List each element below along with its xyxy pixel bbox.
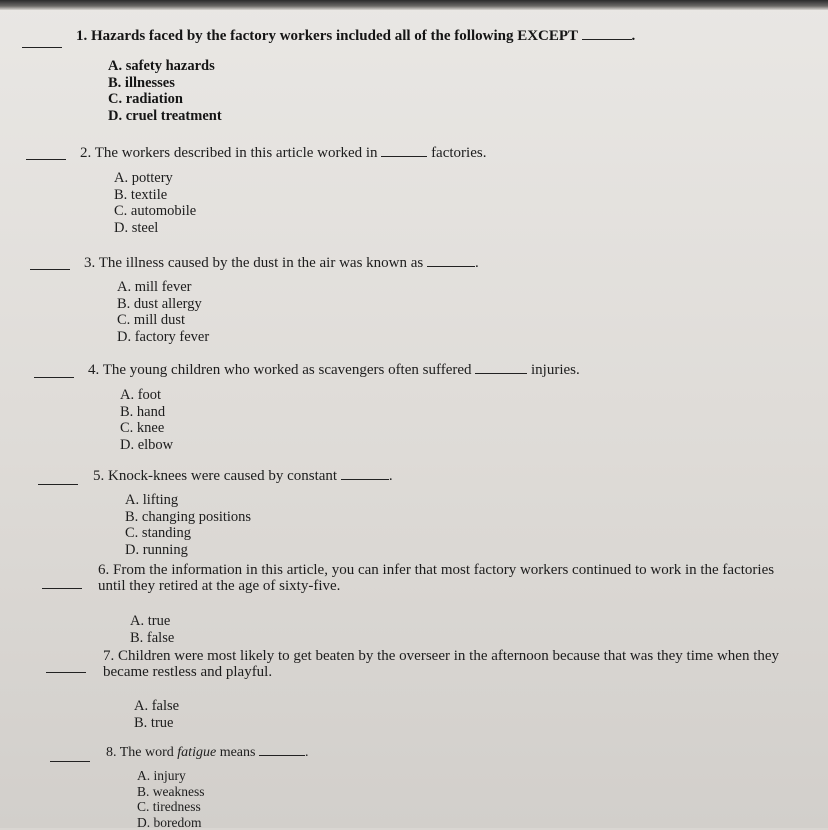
option-c[interactable]: C. automobile	[114, 203, 196, 220]
question-5-options	[125, 492, 251, 558]
question-8-options	[137, 768, 205, 830]
question-5-text	[93, 468, 393, 484]
option-c[interactable]: C. tiredness	[137, 799, 205, 815]
option-a[interactable]: A. false	[134, 698, 179, 715]
option-d[interactable]: D. boredom	[137, 815, 205, 830]
question-3-options	[117, 279, 209, 345]
question-2-options	[114, 170, 196, 236]
option-b[interactable]: B. changing positions	[125, 509, 251, 526]
question-4-text	[88, 362, 580, 378]
question-6-text	[98, 562, 788, 594]
answer-blank-6[interactable]	[42, 588, 82, 589]
question-stem: Hazards faced by the factory workers included all of the following EXCEPT	[91, 28, 578, 44]
question-7-options	[134, 698, 179, 731]
answer-blank-3[interactable]	[30, 269, 70, 270]
inline-blank	[427, 256, 475, 267]
option-d[interactable]: D. cruel treatment	[108, 108, 222, 125]
italic-word: fatigue	[177, 745, 216, 760]
question-8-text	[106, 745, 308, 761]
option-d[interactable]: D. factory fever	[117, 329, 209, 346]
answer-blank-5[interactable]	[38, 484, 78, 485]
question-number: 7.	[103, 648, 114, 664]
option-a[interactable]: A. injury	[137, 768, 205, 784]
question-4-options	[120, 387, 173, 453]
option-a[interactable]: A. foot	[120, 387, 173, 404]
option-a[interactable]: A. true	[130, 613, 174, 630]
question-stem: The illness caused by the dust in the air was known as	[99, 255, 424, 271]
inline-blank	[259, 745, 305, 756]
inline-blank	[475, 363, 527, 374]
question-1-text	[76, 28, 635, 44]
question-suffix: .	[305, 745, 309, 760]
question-1-options	[108, 58, 222, 124]
option-c[interactable]: C. mill dust	[117, 312, 209, 329]
answer-blank-1[interactable]	[22, 47, 62, 48]
option-a[interactable]: A. lifting	[125, 492, 251, 509]
question-suffix: .	[475, 255, 479, 271]
answer-blank-4[interactable]	[34, 377, 74, 378]
answer-blank-2[interactable]	[26, 159, 66, 160]
option-c[interactable]: C. radiation	[108, 91, 222, 108]
option-c[interactable]: C. knee	[120, 420, 173, 437]
answer-blank-8[interactable]	[50, 761, 90, 762]
option-d[interactable]: D. elbow	[120, 437, 173, 454]
question-stem: Children were most likely to get beaten by the overseer in the afternoon because that was they time when they became restless and playful.	[103, 648, 779, 680]
option-d[interactable]: D. running	[125, 542, 251, 559]
question-stem: The word	[120, 745, 174, 760]
question-stem-end: means	[220, 745, 256, 760]
question-stem: From the information in this article, you can infer that most factory workers continued to work in the factories until they retired at the age of sixty-five.	[98, 562, 774, 594]
question-suffix: injuries.	[531, 362, 580, 378]
inline-blank	[381, 146, 427, 157]
option-a[interactable]: A. mill fever	[117, 279, 209, 296]
question-stem: The young children who worked as scavengers often suffered	[103, 362, 472, 378]
option-b[interactable]: B. textile	[114, 187, 196, 204]
inline-blank	[341, 469, 389, 480]
option-a[interactable]: A. pottery	[114, 170, 196, 187]
question-7-text	[103, 648, 803, 680]
question-3-text	[84, 255, 479, 271]
option-b[interactable]: B. hand	[120, 404, 173, 421]
option-b[interactable]: B. true	[134, 715, 179, 732]
option-d[interactable]: D. steel	[114, 220, 196, 237]
option-b[interactable]: B. weakness	[137, 784, 205, 800]
question-number: 5.	[93, 468, 104, 484]
option-c[interactable]: C. standing	[125, 525, 251, 542]
question-number: 8.	[106, 745, 117, 760]
page-top-edge	[0, 0, 828, 10]
question-stem: The workers described in this article worked in	[95, 145, 378, 161]
option-b[interactable]: B. illnesses	[108, 75, 222, 92]
question-number: 3.	[84, 255, 95, 271]
question-number: 6.	[98, 562, 109, 578]
option-b[interactable]: B. false	[130, 630, 174, 647]
question-number: 1.	[76, 28, 87, 44]
question-number: 4.	[88, 362, 99, 378]
option-b[interactable]: B. dust allergy	[117, 296, 209, 313]
option-a[interactable]: A. safety hazards	[108, 58, 222, 75]
question-2-text	[80, 145, 486, 161]
question-suffix: .	[389, 468, 393, 484]
question-number: 2.	[80, 145, 91, 161]
question-stem: Knock-knees were caused by constant	[108, 468, 337, 484]
question-suffix: .	[632, 28, 636, 44]
question-6-options	[130, 613, 174, 646]
inline-blank	[582, 29, 632, 40]
question-suffix: factories.	[431, 145, 486, 161]
answer-blank-7[interactable]	[46, 672, 86, 673]
